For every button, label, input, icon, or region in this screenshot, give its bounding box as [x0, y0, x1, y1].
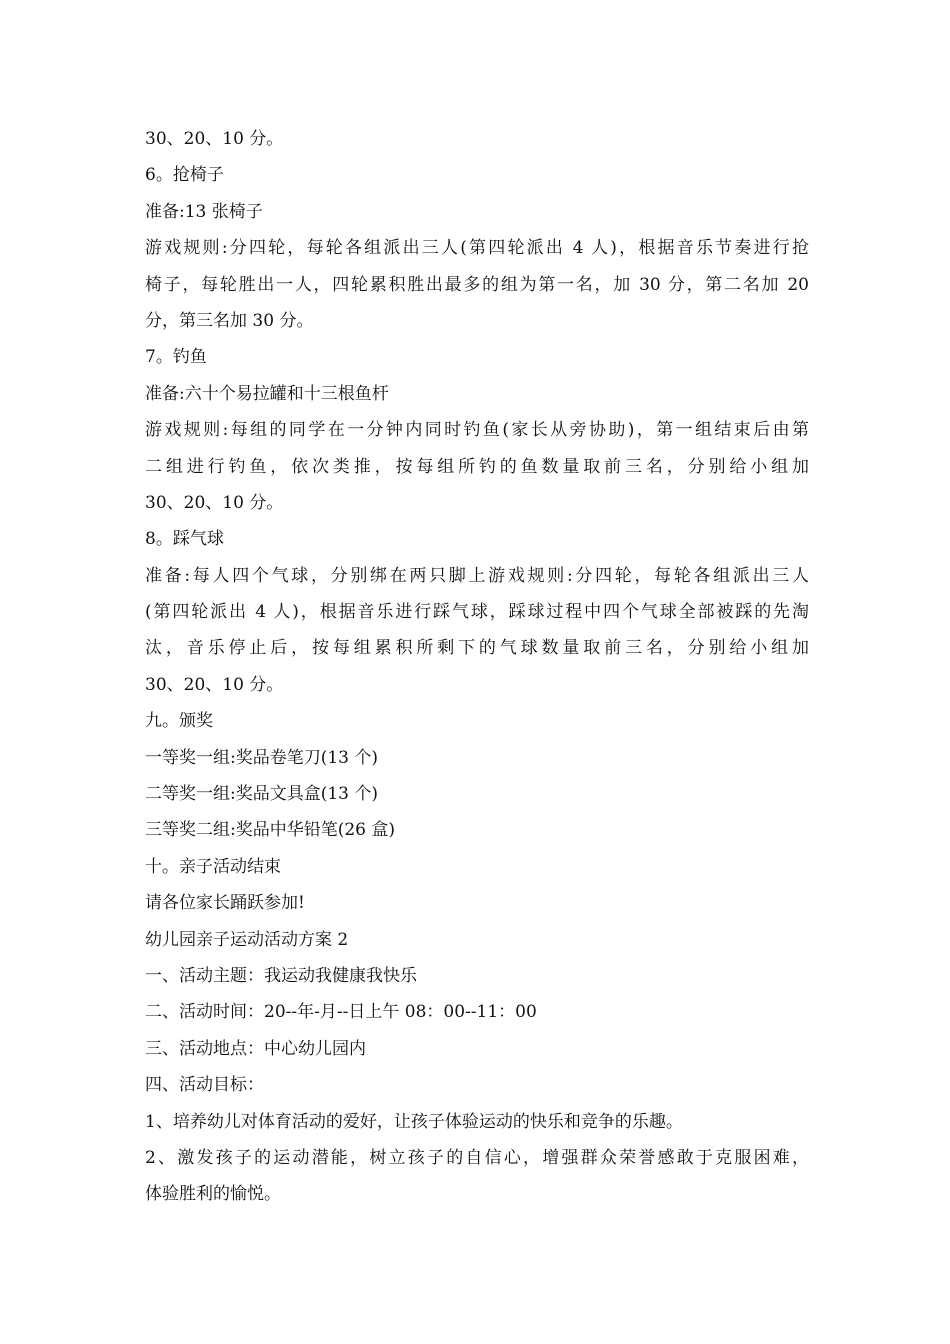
text-line: 二、活动时间：20--年-月--日上午 08：00--11：00	[145, 1002, 537, 1023]
text-line: 一、活动主题：我运动我健康我快乐	[145, 965, 417, 986]
section-heading: 九。颁奖	[145, 711, 213, 732]
text-line: 30、20、10 分。	[145, 129, 284, 149]
section-heading: 十。亲子活动结束	[145, 856, 281, 877]
text-line: 准备:六十个易拉罐和十三根鱼杆	[145, 383, 389, 404]
text-line: (第四轮派出 4 人)，根据音乐进行踩气球，踩球过程中四个气球全部被踩的先淘	[145, 602, 809, 623]
text-line: 30、20、10 分。	[145, 492, 284, 513]
text-line: 三等奖二组:奖品中华铅笔(26 盒)	[145, 820, 396, 841]
text-line: 游戏规则:分四轮，每轮各组派出三人(第四轮派出 4 人)，根据音乐节奏进行抢	[145, 238, 809, 259]
text-line: 四、活动目标：	[145, 1075, 264, 1096]
text-line: 准备:每人四个气球，分别绑在两只脚上游戏规则:分四轮，每轮各组派出三人	[145, 565, 809, 586]
text-line: 三、活动地点：中心幼儿园内	[145, 1038, 366, 1059]
document-title: 幼儿园亲子运动活动方案 2	[145, 929, 349, 950]
text-line: 2、激发孩子的运动潜能，树立孩子的自信心，增强群众荣誉感敢于克服困难，	[145, 1147, 809, 1168]
text-line: 准备:13 张椅子	[145, 201, 263, 222]
section-heading: 7。钓鱼	[145, 347, 207, 368]
text-line: 体验胜利的愉悦。	[145, 1184, 281, 1205]
text-line: 游戏规则:每组的同学在一分钟内同时钓鱼(家长从旁协助)，第一组结束后由第	[145, 420, 809, 441]
text-line: 请各位家长踊跃参加!	[145, 893, 305, 914]
text-line: 二组进行钓鱼，依次类推，按每组所钓的鱼数量取前三名，分别给小组加	[145, 456, 809, 477]
text-line: 一等奖一组:奖品卷笔刀(13 个)	[145, 747, 379, 768]
text-line: 椅子，每轮胜出一人，四轮累积胜出最多的组为第一名，加 30 分，第二名加 20	[145, 274, 809, 295]
text-line: 二等奖一组:奖品文具盒(13 个)	[145, 784, 379, 805]
text-line: 汰，音乐停止后，按每组累积所剩下的气球数量取前三名，分别给小组加	[145, 638, 809, 659]
section-heading: 6。抢椅子	[145, 165, 224, 186]
text-line: 分，第三名加 30 分。	[145, 310, 314, 331]
text-line: 30、20、10 分。	[145, 674, 284, 695]
text-line: 1、培养幼儿对体育活动的爱好，让孩子体验运动的快乐和竞争的乐趣。	[145, 1111, 683, 1132]
document-body	[145, 121, 809, 1213]
section-heading: 8。踩气球	[145, 529, 224, 550]
